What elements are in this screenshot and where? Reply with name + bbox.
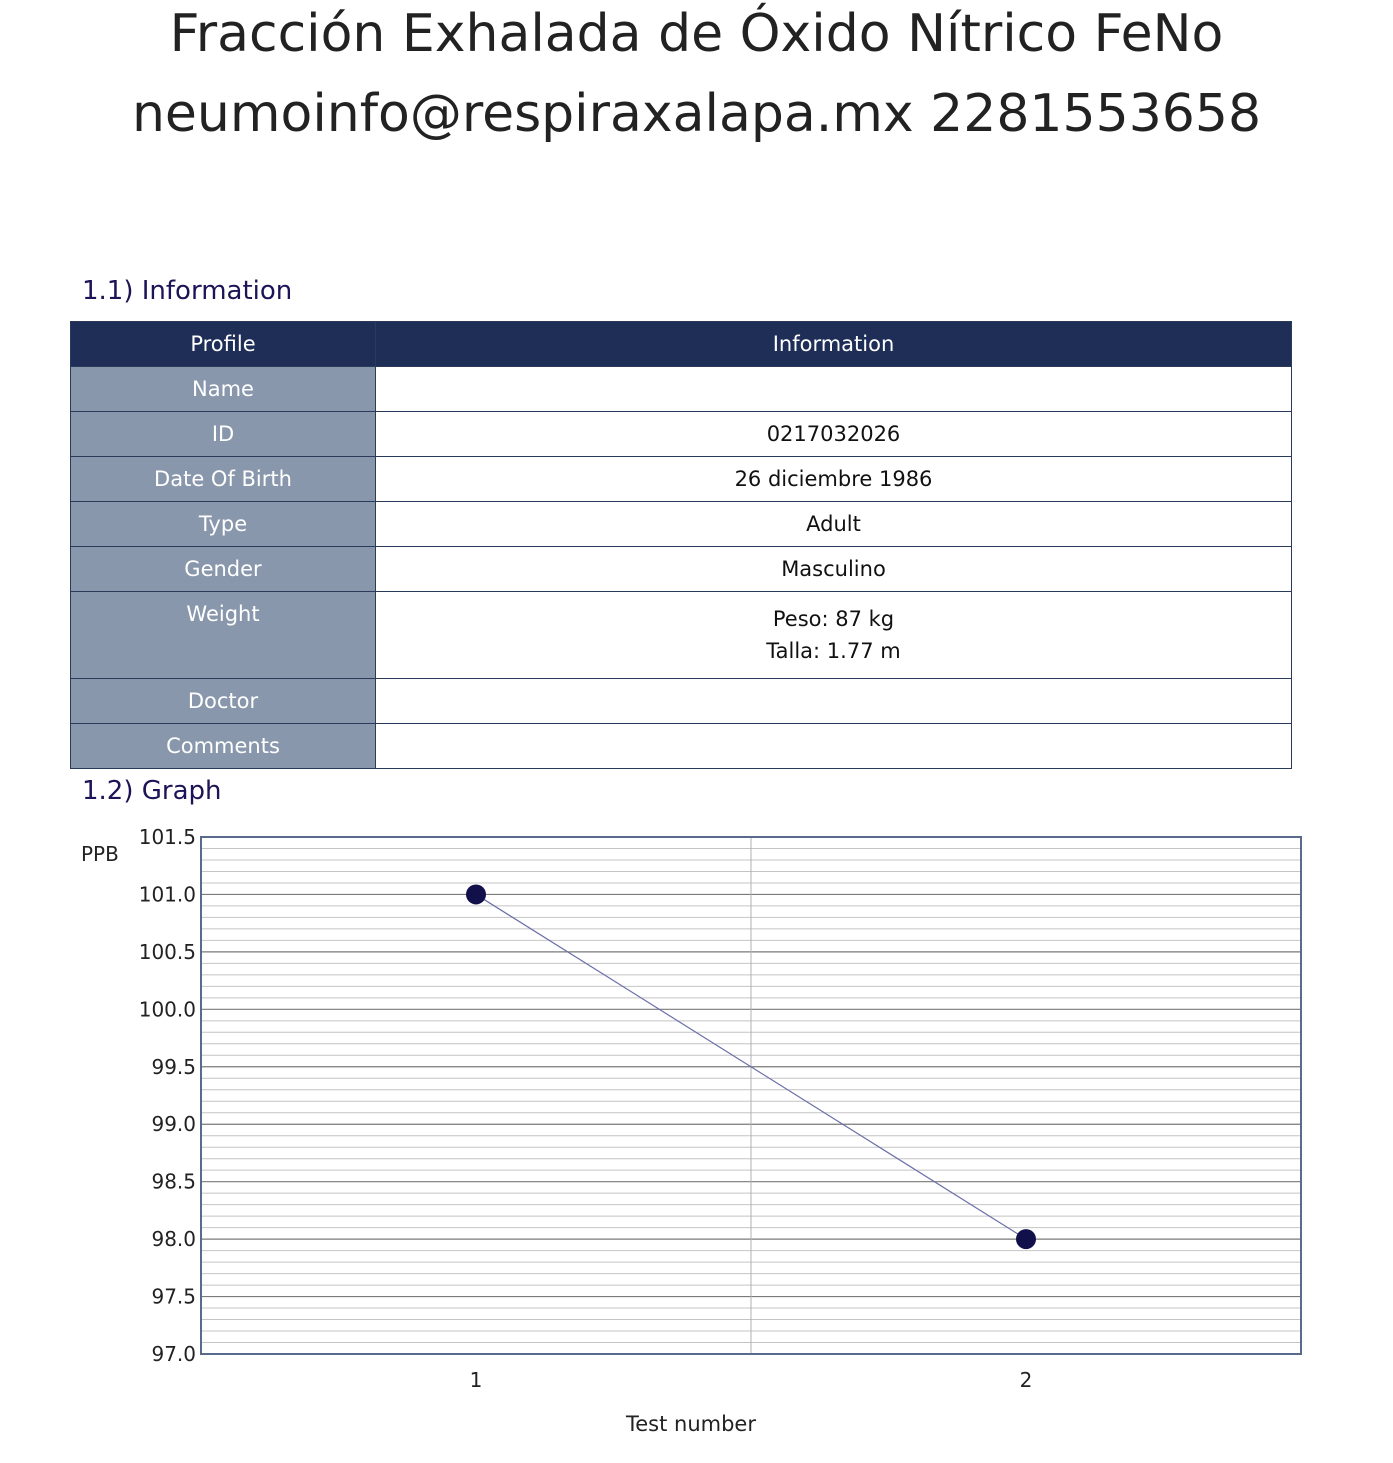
table-row bbox=[71, 457, 1292, 502]
table-row bbox=[71, 724, 1292, 769]
y-tick-label: 100.0 bbox=[138, 997, 196, 1022]
row-value-gender: Masculino bbox=[376, 547, 1292, 592]
y-tick-label: 101.5 bbox=[138, 825, 196, 849]
x-axis-label: Test number bbox=[626, 1412, 756, 1436]
table-row bbox=[71, 679, 1292, 724]
section-heading-information: 1.1) Information bbox=[82, 276, 293, 306]
information-table bbox=[70, 321, 1292, 769]
section-heading-graph: 1.2) Graph bbox=[82, 776, 222, 806]
y-tick-label: 99.5 bbox=[151, 1054, 196, 1079]
data-point bbox=[466, 884, 486, 904]
x-axis-ticks bbox=[470, 1368, 1033, 1392]
table-row bbox=[71, 547, 1292, 592]
table-row bbox=[71, 502, 1292, 547]
y-tick-label: 98.0 bbox=[151, 1227, 196, 1252]
row-value-type: Adult bbox=[376, 502, 1292, 547]
row-label-weight: Weight bbox=[71, 592, 376, 679]
y-tick-label: 101.0 bbox=[138, 882, 196, 907]
height-value: Talla: 1.77 m bbox=[766, 639, 901, 663]
chart-grid bbox=[201, 837, 1301, 1354]
y-tick-label: 98.5 bbox=[151, 1169, 196, 1194]
x-tick-label: 2 bbox=[1019, 1368, 1033, 1392]
feno-line-chart bbox=[0, 810, 1393, 1463]
data-point bbox=[1016, 1229, 1036, 1249]
row-label-gender: Gender bbox=[71, 547, 376, 592]
row-label-doctor: Doctor bbox=[71, 679, 376, 724]
column-header-information: Information bbox=[376, 322, 1292, 367]
row-value-comments bbox=[376, 724, 1292, 769]
report-contact: neumoinfo@respiraxalapa.mx 2281553658 bbox=[131, 84, 1262, 144]
table-header-row bbox=[71, 322, 1292, 367]
row-value-weight bbox=[376, 592, 1292, 679]
row-label-type: Type bbox=[71, 502, 376, 547]
y-tick-label: 97.5 bbox=[151, 1284, 196, 1309]
y-axis-ticks bbox=[139, 825, 196, 1366]
table-row bbox=[71, 367, 1292, 412]
y-tick-label: 100.5 bbox=[138, 939, 196, 964]
report-title: Fracción Exhalada de Óxido Nítrico FeNo bbox=[169, 4, 1224, 64]
table-row bbox=[71, 412, 1292, 457]
row-value-id: 0217032026 bbox=[376, 412, 1292, 457]
row-label-date-of-birth: Date Of Birth bbox=[71, 457, 376, 502]
table-row bbox=[71, 592, 1292, 679]
y-tick-label: 97.0 bbox=[151, 1342, 196, 1366]
row-label-comments: Comments bbox=[71, 724, 376, 769]
row-value-doctor bbox=[376, 679, 1292, 724]
row-label-name: Name bbox=[71, 367, 376, 412]
x-tick-label: 1 bbox=[469, 1368, 483, 1392]
y-tick-label: 99.0 bbox=[151, 1112, 196, 1137]
row-value-name bbox=[376, 367, 1292, 412]
row-value-date-of-birth: 26 diciembre 1986 bbox=[376, 457, 1292, 502]
y-axis-label: PPB bbox=[81, 842, 119, 866]
column-header-profile: Profile bbox=[71, 322, 376, 367]
weight-value: Peso: 87 kg bbox=[772, 607, 895, 631]
row-label-id: ID bbox=[71, 412, 376, 457]
